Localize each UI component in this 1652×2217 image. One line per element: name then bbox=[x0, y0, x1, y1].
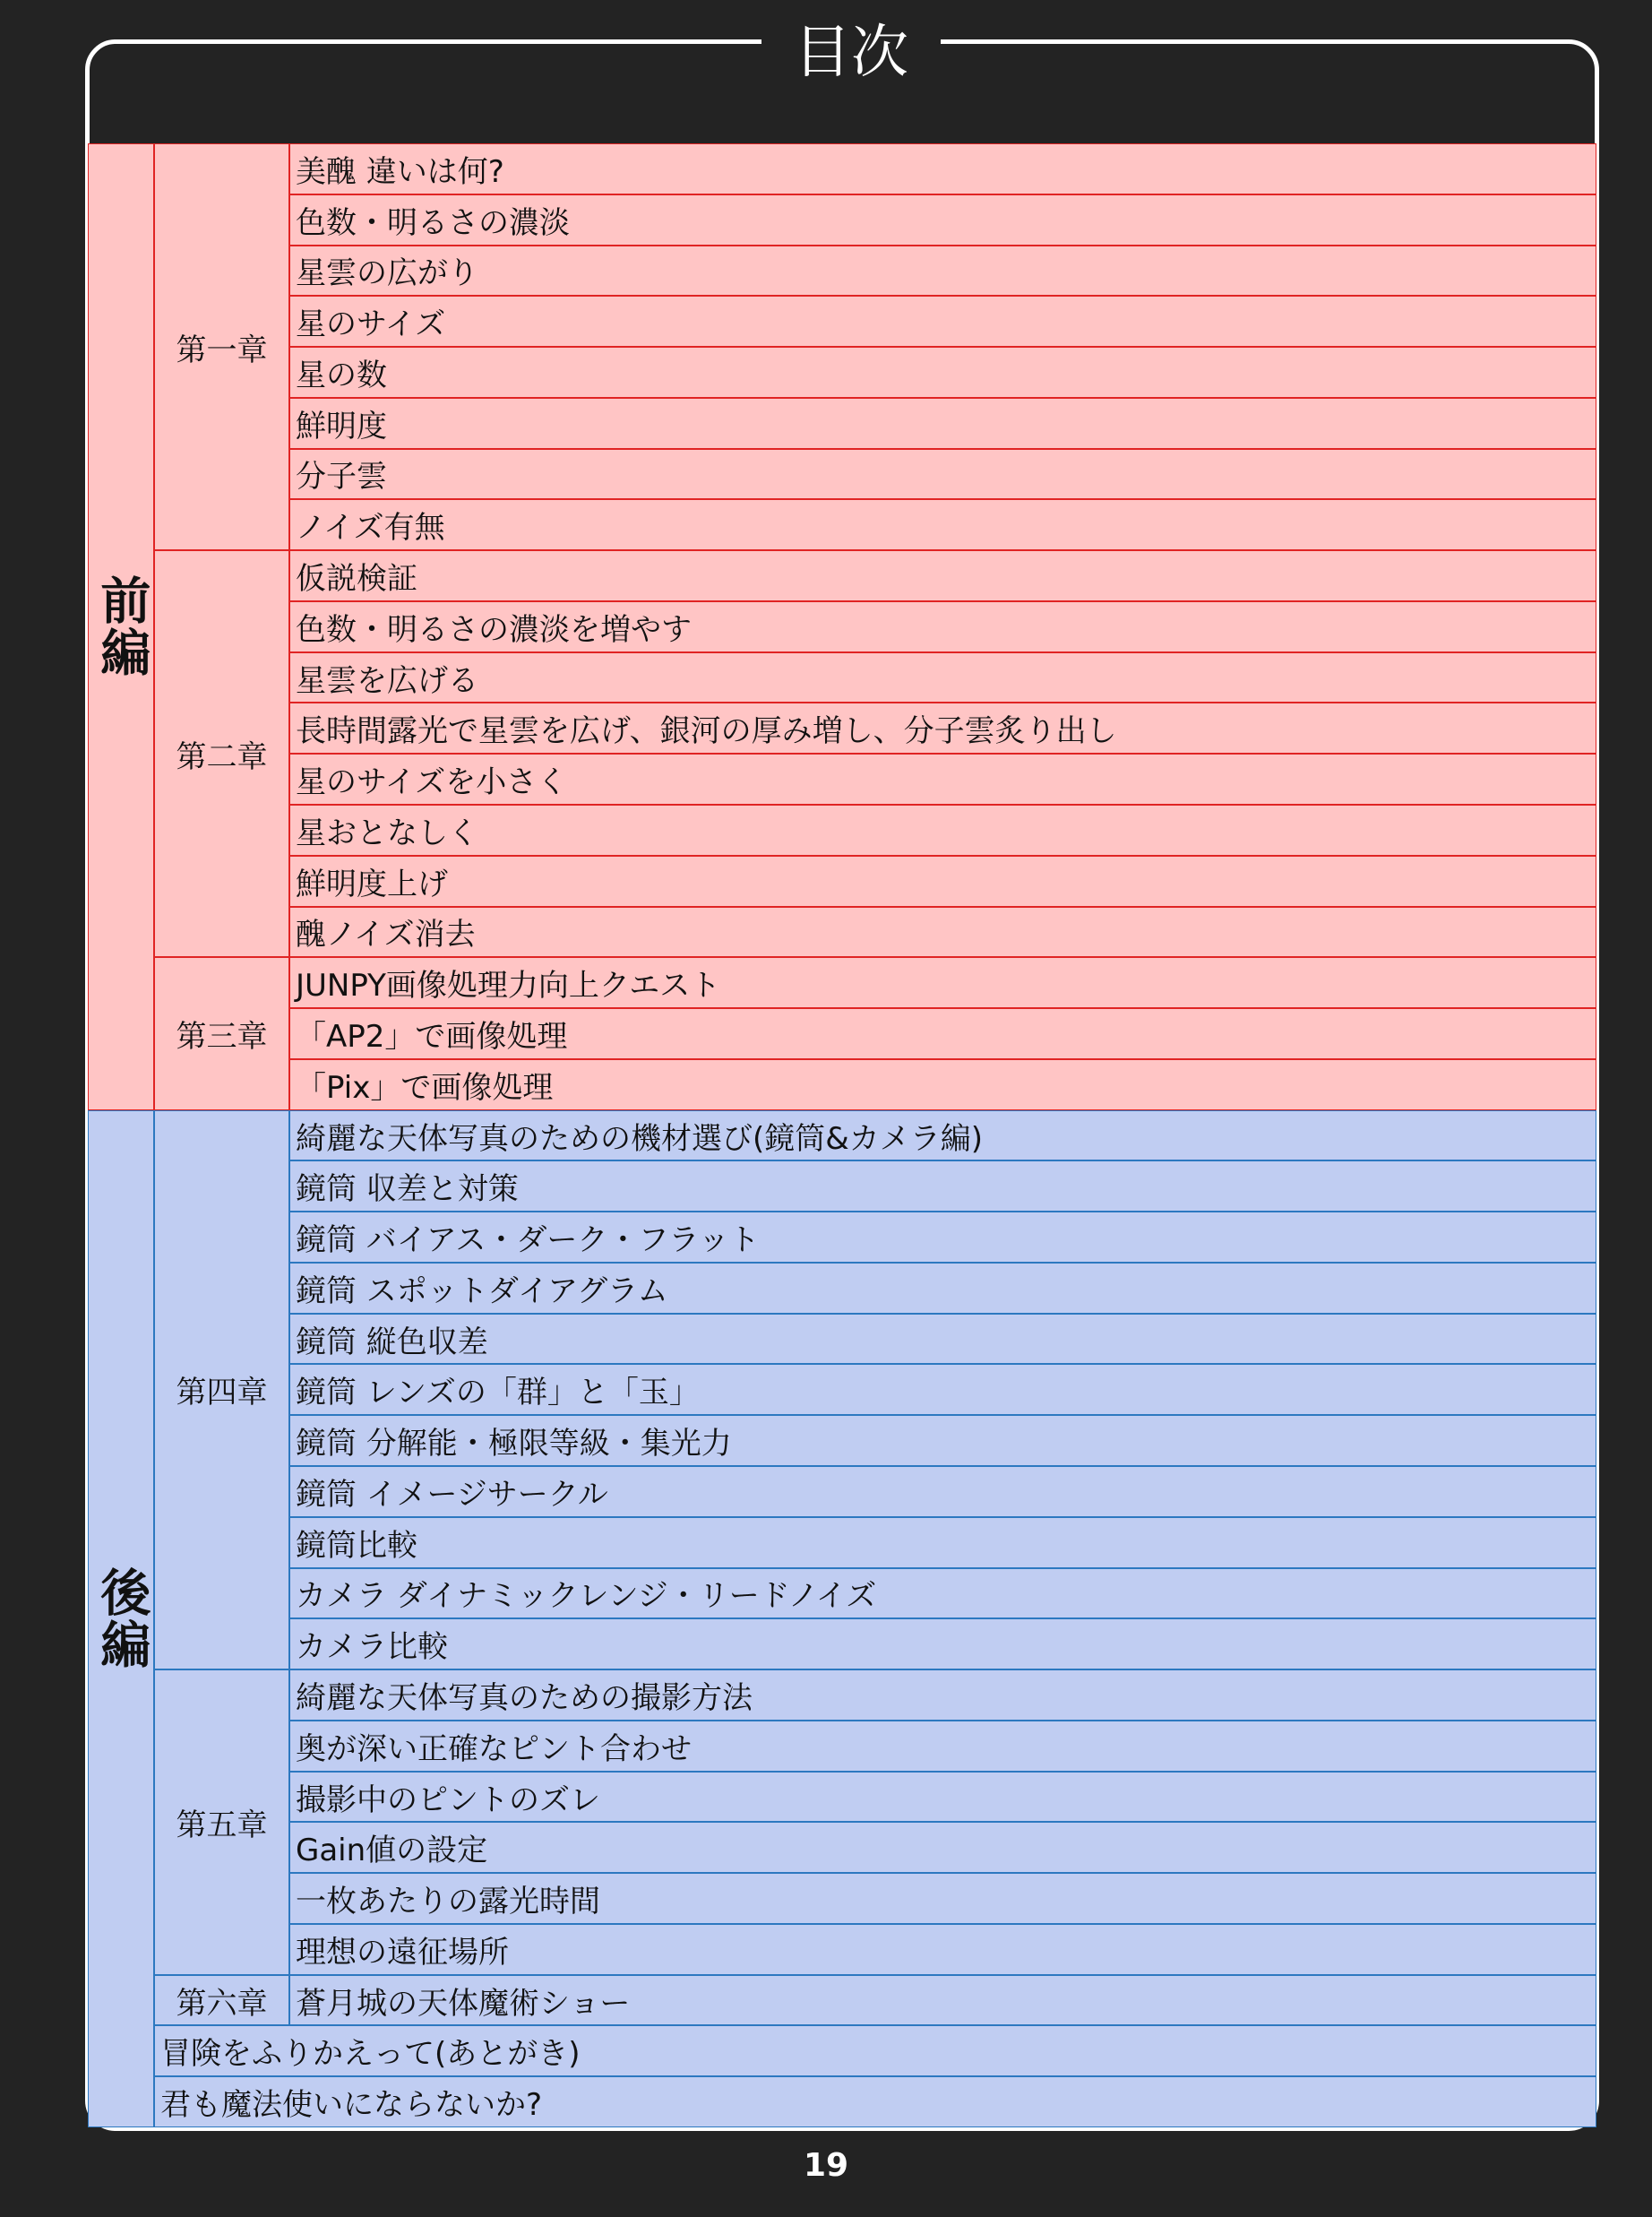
toc-item bbox=[289, 1822, 1596, 1873]
chapter-label bbox=[154, 1110, 289, 1669]
toc-item-label: 鏡筒 レンズの「群」と「玉」 bbox=[296, 1375, 700, 1411]
toc-item bbox=[289, 449, 1596, 500]
toc-item-label: 色数・明るさの濃淡 bbox=[296, 204, 570, 241]
toc-item bbox=[289, 1975, 1596, 2026]
chapter-label bbox=[154, 143, 289, 550]
toc-item bbox=[289, 1314, 1596, 1365]
toc-item bbox=[289, 143, 1596, 194]
toc-item-label: 鏡筒 イメージサークル bbox=[296, 1476, 608, 1513]
toc-item bbox=[289, 1212, 1596, 1263]
part-label-text: 後編 bbox=[92, 1566, 151, 1671]
chapter-label-label: 第三章 bbox=[176, 1018, 268, 1055]
toc-item bbox=[289, 1873, 1596, 1924]
toc-item bbox=[289, 703, 1596, 754]
toc-item-label: 蒼月城の天体魔術ショー bbox=[296, 1985, 631, 2022]
toc-item bbox=[289, 1517, 1596, 1568]
toc-item bbox=[289, 1415, 1596, 1466]
toc-item-label: JUNPY画像処理力向上クエスト bbox=[296, 968, 721, 1005]
toc-item-label: 星雲の広がり bbox=[296, 255, 478, 292]
part-label bbox=[88, 143, 154, 1110]
toc-item-label: 鏡筒比較 bbox=[296, 1527, 417, 1564]
toc-item bbox=[289, 601, 1596, 652]
toc-item bbox=[289, 1263, 1596, 1314]
toc-item-label: 鏡筒 スポットダイアグラム bbox=[296, 1272, 668, 1309]
toc-item bbox=[289, 1618, 1596, 1669]
toc-item-label: 鏡筒 縦色収差 bbox=[296, 1324, 488, 1360]
chapter-label-label: 第一章 bbox=[176, 332, 268, 368]
toc-item-label: 鏡筒 分解能・極限等級・集光力 bbox=[296, 1426, 732, 1462]
toc-item bbox=[289, 1110, 1596, 1161]
afterword-item-label: 冒険をふりかえって(あとがき) bbox=[160, 2036, 581, 2073]
chapter-label-label: 第四章 bbox=[176, 1375, 268, 1411]
toc-item-label: 鏡筒 バイアス・ダーク・フラット bbox=[296, 1222, 760, 1259]
toc-item bbox=[289, 1669, 1596, 1721]
toc-item-label: 星のサイズ bbox=[296, 306, 446, 343]
toc-item-label: 理想の遠征場所 bbox=[296, 1934, 509, 1971]
page-title: 目次 bbox=[794, 20, 908, 86]
chapter-label-label: 第五章 bbox=[176, 1807, 268, 1843]
toc-item-label: 鏡筒 収差と対策 bbox=[296, 1171, 519, 1208]
toc-item-label: 醜ノイズ消去 bbox=[296, 917, 476, 953]
table-of-contents bbox=[88, 143, 1596, 2128]
toc-item-label: 撮影中のピントのズレ bbox=[296, 1781, 600, 1818]
toc-item bbox=[289, 296, 1596, 347]
toc-item-label: 美醜 違いは何? bbox=[296, 153, 504, 190]
toc-item bbox=[289, 1364, 1596, 1415]
toc-item-label: 綺麗な天体写真のための撮影方法 bbox=[296, 1679, 753, 1716]
toc-item-label: カメラ ダイナミックレンジ・リードノイズ bbox=[296, 1578, 877, 1615]
toc-item-label: 色数・明るさの濃淡を増やす bbox=[296, 611, 692, 648]
toc-item bbox=[289, 347, 1596, 398]
toc-item bbox=[289, 1772, 1596, 1823]
toc-item-label: 奥が深い正確なピント合わせ bbox=[296, 1730, 692, 1767]
afterword-item-label: 君も魔法使いにならないか? bbox=[160, 2087, 543, 2124]
toc-item bbox=[289, 246, 1596, 297]
chapter-label bbox=[154, 1669, 289, 1975]
toc-item-label: Gain値の設定 bbox=[296, 1833, 488, 1869]
toc-item-label: 鮮明度 bbox=[296, 408, 387, 444]
toc-item bbox=[289, 1721, 1596, 1772]
chapter-label-label: 第二章 bbox=[176, 738, 268, 775]
toc-item-label: 星おとなしく bbox=[296, 815, 478, 851]
toc-item bbox=[289, 1160, 1596, 1212]
afterword-item bbox=[154, 2076, 1596, 2127]
toc-item-label: 「AP2」で画像処理 bbox=[296, 1018, 568, 1055]
toc-item-label: 星の数 bbox=[296, 357, 387, 393]
toc-item bbox=[289, 805, 1596, 856]
toc-item bbox=[289, 957, 1596, 1008]
toc-item-label: ノイズ有無 bbox=[296, 510, 445, 547]
toc-item-label: カメラ比較 bbox=[296, 1629, 448, 1666]
toc-item bbox=[289, 550, 1596, 601]
title-plate bbox=[761, 14, 941, 91]
toc-item bbox=[289, 499, 1596, 550]
chapter-label-label: 第六章 bbox=[176, 1985, 268, 2022]
chapter-label bbox=[154, 1975, 289, 2026]
toc-item bbox=[289, 907, 1596, 958]
toc-item-label: 長時間露光で星雲を広げ、銀河の厚み増し、分子雲炙り出し bbox=[296, 713, 1117, 750]
chapter-label bbox=[154, 957, 289, 1109]
part-label-text: 前編 bbox=[92, 574, 151, 679]
toc-item-label: 綺麗な天体写真のための機材選び(鏡筒&カメラ編) bbox=[296, 1120, 984, 1157]
toc-item bbox=[289, 1568, 1596, 1619]
toc-item-label: 鮮明度上げ bbox=[296, 866, 448, 902]
toc-item bbox=[289, 1924, 1596, 1975]
toc-item bbox=[289, 398, 1596, 449]
toc-item bbox=[289, 1059, 1596, 1110]
toc-item bbox=[289, 1466, 1596, 1517]
toc-item-label: 星のサイズを小さく bbox=[296, 764, 568, 801]
toc-item bbox=[289, 652, 1596, 703]
toc-item-label: 分子雲 bbox=[296, 459, 387, 496]
page-number: 19 bbox=[803, 2147, 849, 2184]
toc-item-label: 一枚あたりの露光時間 bbox=[296, 1884, 600, 1920]
toc-item bbox=[289, 754, 1596, 805]
toc-item bbox=[289, 856, 1596, 907]
toc-item-label: 星雲を広げる bbox=[296, 662, 478, 699]
toc-item bbox=[289, 1008, 1596, 1059]
chapter-label bbox=[154, 550, 289, 957]
afterword-item bbox=[154, 2025, 1596, 2076]
toc-item-label: 仮説検証 bbox=[296, 561, 417, 598]
toc-item bbox=[289, 194, 1596, 246]
part-label bbox=[88, 1110, 154, 2127]
toc-item-label: 「Pix」で画像処理 bbox=[296, 1069, 554, 1106]
